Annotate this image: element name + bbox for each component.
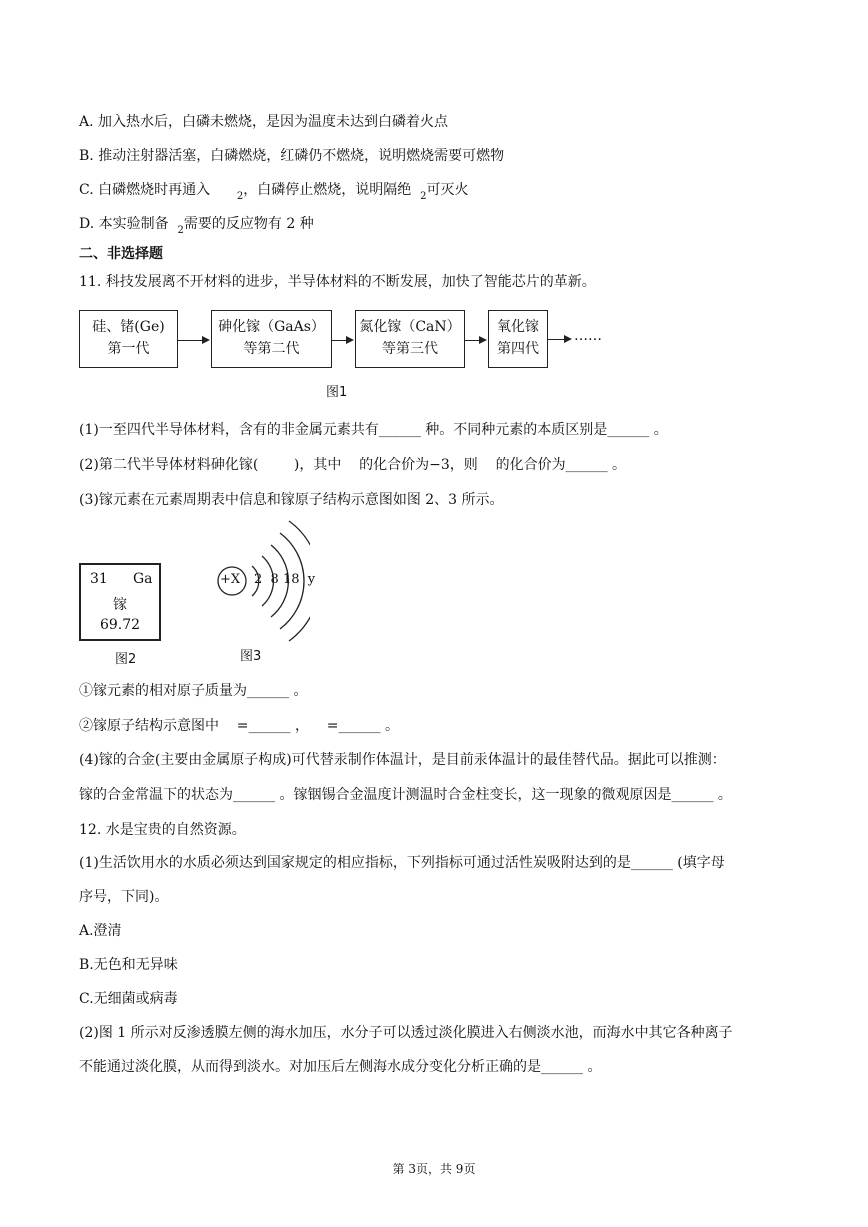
q12-part1-line1: (1)生活饮用水的水质必须达到国家规定的相应指标，下列指标可通过活性炭吸附达到的是______ (填字母 bbox=[79, 855, 725, 871]
q10-option-c-text2: ，白磷停止燃烧，说明隔绝 bbox=[243, 182, 412, 198]
fig1-box1-line1: 硅、锗(Ge) bbox=[92, 319, 165, 335]
fig1-arrow-2 bbox=[332, 340, 352, 341]
fig1-box1-line2: 第一代 bbox=[107, 341, 150, 357]
q11-part2: (2)第二代半导体材料砷化镓( )，其中 的化合价为−3，则 的化合价为______ 。 bbox=[79, 457, 627, 473]
q11-part4-line1: (4)镓的合金(主要由金属原子构成)可代替汞制作体温计，是目前汞体温计的最佳替代品。据此可以推测： bbox=[79, 752, 726, 768]
q12-part1-line2: 序号，下同)。 bbox=[79, 889, 169, 905]
q11-part3-1: ①镓元素的相对原子质量为______ 。 bbox=[79, 683, 308, 699]
q10-option-c-text1: C. 白磷燃烧时再通入 bbox=[79, 182, 211, 198]
fig2-element-cell bbox=[79, 563, 161, 641]
fig2-atomic-number: 31 bbox=[90, 571, 108, 587]
fig1-arrow-4 bbox=[548, 339, 570, 340]
q11-part3-2: ②镓原子结构示意图中 =______ ， =______ 。 bbox=[79, 718, 399, 734]
fig2-atomic-mass: 69.72 bbox=[99, 617, 141, 633]
q10-option-d bbox=[79, 214, 314, 236]
fig1-box-gen4 bbox=[488, 310, 548, 368]
q10-option-d-text1: D. 本实验制备 bbox=[79, 216, 169, 232]
fig1-arrow-3 bbox=[465, 340, 485, 341]
q11-part3: (3)镓元素在元素周期表中信息和镓原子结构示意图如图 2、3 所示。 bbox=[79, 492, 504, 508]
fig3-shell-electrons: 2 8 18 y bbox=[254, 572, 316, 587]
q12-part2-line1: (2)图 1 所示对反渗透膜左侧的海水加压，水分子可以透过淡化膜进入右侧淡水池，而海水中其它各种离子 bbox=[79, 1025, 733, 1041]
fig1-box-gen2 bbox=[211, 310, 332, 368]
q10-option-c-text3: 可灭火 bbox=[426, 182, 469, 198]
q10-option-b: B. 推动注射器活塞，白磷燃烧，红磷仍不燃烧，说明燃烧需要可燃物 bbox=[79, 148, 505, 164]
fig1-box-gen3 bbox=[355, 310, 465, 368]
q10-option-d-sub: 2 bbox=[177, 225, 184, 236]
fig1-arrow-1 bbox=[178, 340, 208, 341]
fig1-box2-line1: 砷化镓（GaAs） bbox=[218, 319, 325, 335]
fig1-box-gen1 bbox=[79, 310, 178, 368]
q10-option-c-sub2: 2 bbox=[420, 191, 427, 202]
fig1-caption: 图1 bbox=[326, 385, 348, 400]
fig1-box4-line2: 第四代 bbox=[497, 341, 539, 357]
q11-stem: 11. 科技发展离不开材料的进步，半导体材料的不断发展，加快了智能芯片的革新。 bbox=[79, 274, 596, 290]
q12-option-b: B.无色和无异味 bbox=[79, 957, 178, 973]
fig3-nucleus: +X bbox=[220, 572, 241, 587]
page-footer: 第 3页，共 9页 bbox=[392, 1162, 476, 1176]
q10-option-c bbox=[79, 180, 468, 202]
fig2-symbol: Ga bbox=[133, 571, 153, 587]
q12-stem: 12. 水是宝贵的自然资源。 bbox=[79, 822, 246, 838]
fig1-box4-line1: 氧化镓 bbox=[497, 319, 539, 335]
fig2-element-name: 镓 bbox=[113, 597, 127, 613]
q10-option-a: A. 加入热水后，白磷未燃烧，是因为温度未达到白磷着火点 bbox=[79, 114, 449, 130]
q10-option-c-sub1: 2 bbox=[236, 191, 244, 202]
fig1-box3-line1: 氮化镓（CaN） bbox=[359, 319, 461, 335]
q12-option-a: A.澄清 bbox=[79, 923, 122, 939]
fig1-box2-line2: 等第二代 bbox=[243, 341, 300, 357]
fig1-ellipsis: …… bbox=[574, 328, 602, 344]
q12-part2-line2: 不能通过淡化膜，从而得到淡水。对加压后左侧海水成分变化分析正确的是______ 。 bbox=[79, 1059, 602, 1075]
q10-option-d-text2: 需要的反应物有 2 种 bbox=[183, 216, 314, 232]
section-title: 二、非选择题 bbox=[79, 246, 163, 262]
fig3-caption: 图3 bbox=[240, 649, 262, 664]
fig1-box3-line2: 等第三代 bbox=[382, 341, 438, 357]
q11-part4-line2: 镓的合金常温下的状态为______ 。镓铟锡合金温度计测温时合金柱变长，这一现象的微观原因是______ 。 bbox=[79, 787, 732, 803]
q11-part1: (1)一至四代半导体材料，含有的非金属元素共有______ 种。不同种元素的本质区别是______ 。 bbox=[79, 422, 668, 438]
fig2-caption: 图2 bbox=[115, 652, 137, 667]
q12-option-c: C.无细菌或病毒 bbox=[79, 991, 178, 1007]
